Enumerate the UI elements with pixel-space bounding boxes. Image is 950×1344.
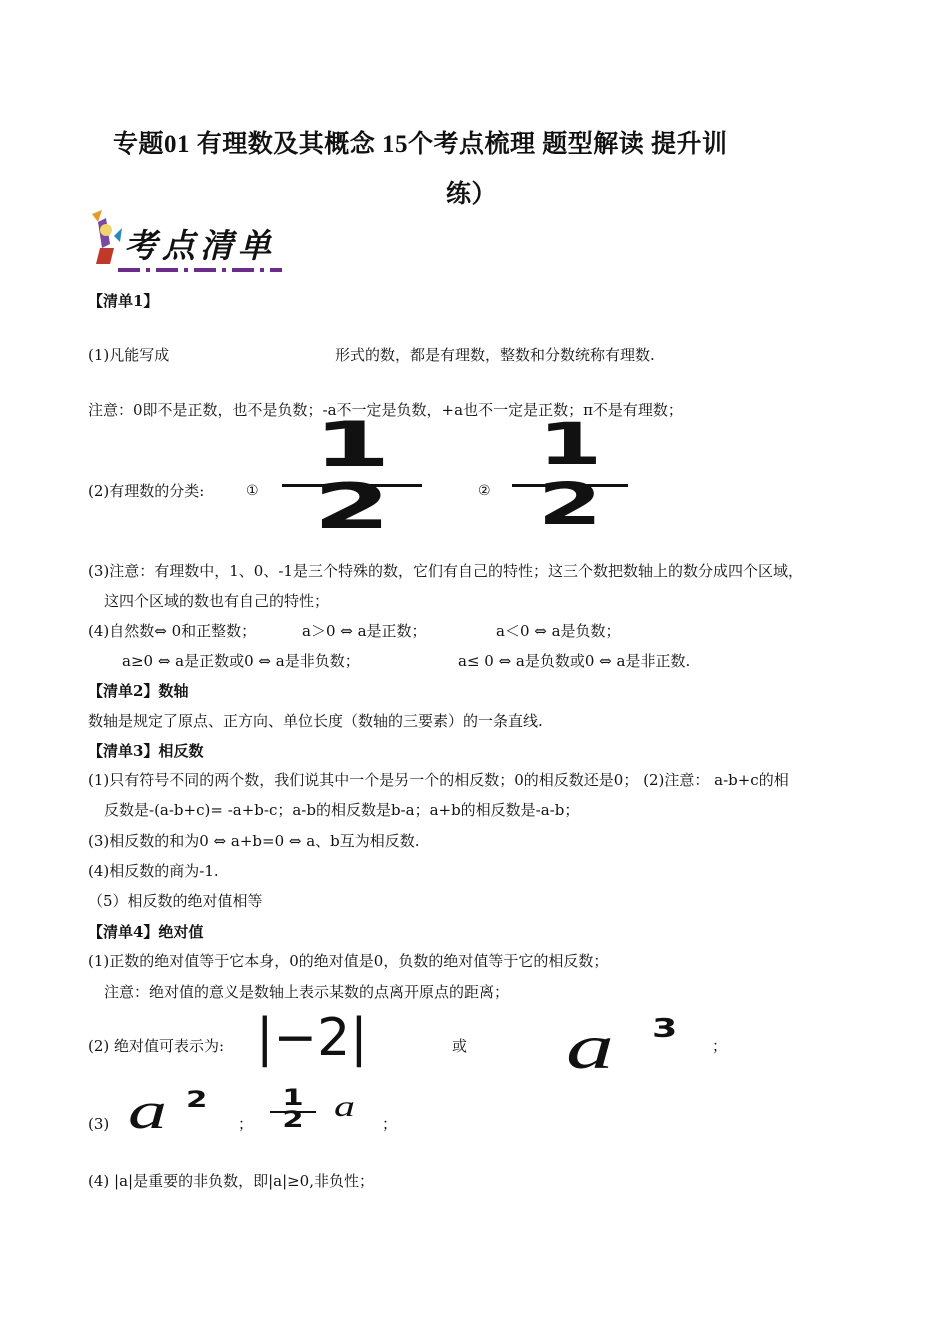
list4-p2-or: 或 xyxy=(452,1037,468,1055)
page-title-line-2: 练） xyxy=(446,181,498,208)
page-title-line-1: 专题01 有理数及其概念 15个考点梳理 题型解读 提升训 xyxy=(113,131,728,158)
list1-p3-line2: 这四个区域的数也有自己的特性； xyxy=(104,592,330,610)
fraction-1-2-large xyxy=(282,408,422,543)
fraction-denominator: 2 xyxy=(313,470,391,543)
list4-p3-semicolon-1: ； xyxy=(238,1115,254,1133)
list3-p3: (3)相反数的和为0 ⇔ a+b=0 ⇔ a、b互为相反数. xyxy=(88,832,420,850)
list1-p4-a: (4)自然数⇔ 0和正整数； xyxy=(88,622,257,640)
list4-heading: 【清单4】绝对值 xyxy=(88,923,204,941)
variable-a: a xyxy=(334,1090,355,1123)
fraction-numerator: 1 xyxy=(313,408,391,481)
list3-heading: 【清单3】相反数 xyxy=(88,742,204,760)
list4-p1: (1)正数的绝对值等于它本身，0的绝对值是0，负数的绝对值等于它的相反数； xyxy=(88,952,609,970)
list1-p4-e: a≤ 0 ⇔ a是负数或0 ⇔ a是非正数. xyxy=(458,652,691,670)
power-exponent-2: 2 xyxy=(186,1088,208,1113)
section-banner xyxy=(88,208,288,274)
power-base-a: a xyxy=(128,1083,167,1140)
list2-p1: 数轴是规定了原点、正方向、单位长度（数轴的三要素）的一条直线. xyxy=(88,712,543,730)
banner-title: 考点清单 xyxy=(124,226,276,265)
list1-p1-b: 形式的数，都是有理数，整数和分数统称有理数. xyxy=(335,346,655,364)
power-base-a: a xyxy=(566,1011,614,1082)
list4-p2-label: (2) 绝对值可表示为: xyxy=(88,1037,225,1055)
list4-p3-label: (3) xyxy=(88,1115,110,1133)
list1-p4-c: a＜0 ⇔ a是负数； xyxy=(496,622,621,640)
fraction-denominator: 2 xyxy=(537,470,603,538)
list2-heading: 【清单2】数轴 xyxy=(88,682,189,700)
list3-p5: （5）相反数的绝对值相等 xyxy=(88,892,263,910)
list1-p1-a: (1)凡能写成 xyxy=(88,346,170,364)
list1-note: 注意：0即不是正数，也不是负数；-a不一定是负数，+a也不一定是正数；π不是有理数； xyxy=(88,401,683,419)
list1-p2-circle1: ① xyxy=(246,483,259,499)
list1-p4-d: a≥0 ⇔ a是正数或0 ⇔ a是非负数； xyxy=(122,652,360,670)
list4-p4: (4) |a|是重要的非负数，即|a|≥0,非负性； xyxy=(88,1172,374,1190)
power-exponent-3: 3 xyxy=(652,1014,678,1044)
list4-p3-semicolon-2: ； xyxy=(382,1115,398,1133)
list1-p2-circle2: ② xyxy=(478,483,491,499)
list1-p2-label: (2)有理数的分类: xyxy=(88,482,205,500)
list3-p1-line1: (1)只有符号不同的两个数，我们说其中一个是另一个的相反数；0的相反数还是0； (2)注意： a-b+c的相 xyxy=(88,771,789,789)
fraction-numerator: 1 xyxy=(282,1086,304,1111)
list1-p3-line1: (3)注意：有理数中，1、0、-1是三个特殊的数，它们有自己的特性；这三个数把数轴上的数分成四个区域， xyxy=(88,562,803,580)
fraction-1-2-medium xyxy=(512,410,628,542)
list4-p2-semicolon: ； xyxy=(712,1037,728,1055)
fraction-1-2-small xyxy=(270,1086,316,1138)
list3-p4: (4)相反数的商为-1. xyxy=(88,862,219,880)
fraction-numerator: 1 xyxy=(537,410,603,478)
list1-heading: 【清单1】 xyxy=(88,292,159,310)
list4-note: 注意：绝对值的意义是数轴上表示某数的点离开原点的距离； xyxy=(104,983,510,1001)
list1-p4-b: a＞0 ⇔ a是正数； xyxy=(302,622,427,640)
list3-p1-line2: 反数是-(a-b+c)= -a+b-c；a-b的相反数是b-a；a+b的相反数是-a-b； xyxy=(104,801,580,819)
absolute-value-minus-2: |−2| xyxy=(256,1008,368,1068)
fraction-denominator: 2 xyxy=(282,1108,304,1133)
